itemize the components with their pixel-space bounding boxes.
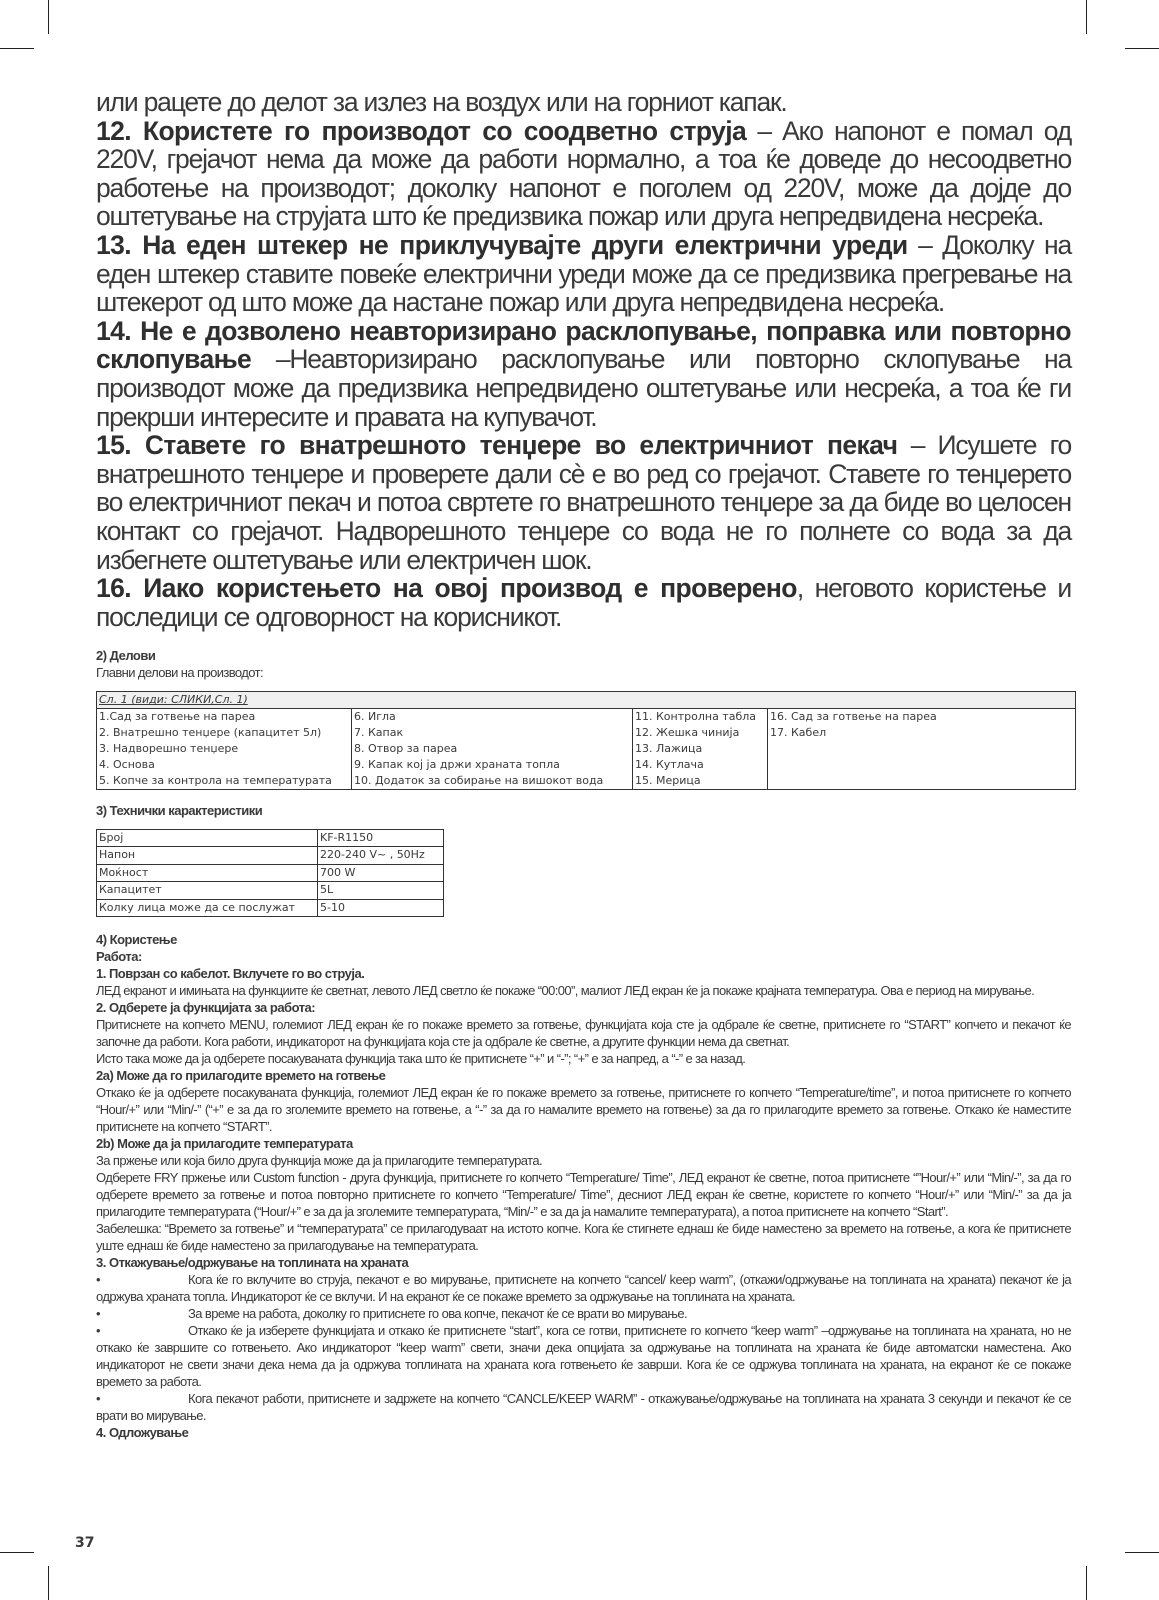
parts-column-2 xyxy=(352,708,633,789)
specs-section xyxy=(96,802,1071,918)
parts-heading: 2) Делови xyxy=(96,648,156,664)
item-title: . На еден штекер не приклучувајте други електрични уреди xyxy=(124,229,908,260)
part-item: 2. Внатрешно тенџере (капацитет 5л) xyxy=(99,725,322,739)
spec-value: 5L xyxy=(318,882,444,900)
specs-heading: 3) Технички карактеристики xyxy=(96,802,263,818)
item-text: – Ако напонот е помал од 220V, грејачот нема да може да работи нормално, а тоа ќе доведе до несоодветно работење на производот; доколку напонот е поголем од 220V, може да дојде до оштетување на струјата што ќе предизвика пожар или друга непредвидена несреќа. xyxy=(96,115,1071,232)
part-item: 8. Отвор за пареа xyxy=(354,741,458,755)
safety-instructions xyxy=(96,88,1071,631)
item-title: . Ставете го внатрешното тенџере во електричниот пекач xyxy=(124,430,898,461)
part-item: 14. Кутлача xyxy=(635,757,704,771)
item-number: 16 xyxy=(96,573,125,604)
bullet-text: Кога пекачот работи, притиснете и задржете на копчето “CANCLE/KEEP WARM” - откажување/одржување на топлината на храната 3 секунди и пекачот ќе се врати во мирување. xyxy=(96,1391,1071,1424)
part-item: 15. Мерица xyxy=(635,773,701,787)
bullet-icon: • xyxy=(96,1323,100,1339)
crop-mark xyxy=(1125,48,1159,49)
item-15 xyxy=(96,431,1071,574)
parts-subheading: Главни делови на производот: xyxy=(96,665,263,681)
item-number: 14 xyxy=(96,315,125,346)
spec-row xyxy=(97,864,444,882)
part-item: 11. Контролна табла xyxy=(635,709,757,723)
part-item: 1.Сад за готвење на пареа xyxy=(99,709,256,723)
usage-section xyxy=(96,931,1071,1441)
bullet-text: За време на работа, доколку го притиснете го ова копче, пекачот ќе се врати во мирување. xyxy=(188,1306,687,1322)
step-2b-note: Забелешка: “Времето за готвење” и “температурата” се прилагодуваат на истото копче. Кога ќе стигнете еднаш ќе биде наместено за времето на готвење, а кога ќе притиснете уште еднаш ќе биде наместено за прилагодување на температурата. xyxy=(96,1221,1071,1254)
spec-label: Број xyxy=(97,829,318,847)
item-13 xyxy=(96,231,1071,317)
spec-label: Напон xyxy=(97,847,318,865)
bullet-icon: • xyxy=(96,1306,100,1322)
parts-column-3 xyxy=(633,708,768,789)
item-16 xyxy=(96,574,1071,631)
spec-row xyxy=(97,829,444,847)
parts-column-4 xyxy=(768,708,1076,789)
crop-mark xyxy=(0,48,34,49)
part-item: 9. Капак кој ја држи храната топла xyxy=(354,757,560,771)
spec-value: 700 W xyxy=(318,864,444,882)
item-number: 15 xyxy=(96,430,125,461)
part-item: 16. Сад за готвење на пареа xyxy=(770,709,937,723)
parts-column-1 xyxy=(97,708,352,789)
item-title: . Иако користењето на овој производ е проверено xyxy=(124,573,797,604)
item-number: 12 xyxy=(96,115,125,146)
crop-mark xyxy=(1086,0,1087,34)
part-item: 3. Надворешно тенџере xyxy=(99,741,239,755)
step-2-heading: 2. Одберете ја функцијата за работа: xyxy=(96,1000,316,1016)
crop-mark xyxy=(1086,1566,1087,1600)
intro-line: или рацете до делот за излез на воздух или на горниот капак. xyxy=(96,87,787,117)
crop-mark xyxy=(1125,1552,1159,1553)
part-item: 4. Основа xyxy=(99,757,155,771)
parts-section xyxy=(96,647,1071,790)
item-14 xyxy=(96,317,1071,431)
crop-mark xyxy=(48,0,49,34)
spec-row xyxy=(97,882,444,900)
bullet-item xyxy=(96,1305,1071,1322)
part-item: 13. Лажица xyxy=(635,741,703,755)
crop-mark xyxy=(48,1566,49,1600)
spec-label: Капацитет xyxy=(97,882,318,900)
step-2-text-extra: Исто така може да ја одберете посакуваната функција така што ќе притиснете “+” и “-”; “+” е за напред, а “-” е за назад. xyxy=(96,1051,746,1067)
spec-value: 220-240 V~ , 50Hz xyxy=(318,847,444,865)
spec-value: 5-10 xyxy=(318,899,444,917)
bullet-text: Откако ќе ја изберете функцијата и откако ќе притиснете “start”, кога се готви, притиснете го копчето “keep warm” –одржување на топлината на храната, но не откако ќе завршите со готвењето. Ако индикаторот “keep warm” свети, значи дека опцијата за одржување на топлината на храната ќе биде автоматски наместена. Ако индикаторот не свети значи дека нема да ја одржува топлината на храната кога готвењето ќе заврши. Кога ќе се одржува топлината на храната, на екранот ќе се покаже времето за работа. xyxy=(96,1323,1071,1390)
page-content xyxy=(96,88,1071,1441)
item-text: – Доколку на еден штекер ставите повеќе електрични уреди може да се предизвика прегревање на штекерот од што може да настане пожар или друга непредвидена несреќа. xyxy=(96,229,1071,318)
item-text: –Неавторизирано расклопување или повторно склопување на производот може да предизвика непредвидено оштетување или несреќа, а тоа ќе ги прекрши интересите и правата на купувачот. xyxy=(96,344,1071,432)
step-1-text: ЛЕД екранот и имињата на функциите ќе светнат, левото ЛЕД светло ќе покаже “00:00”, малиот ЛЕД екран ќе ја покаже крајната температура. Ова е период на мирување. xyxy=(96,983,1035,999)
spec-row xyxy=(97,899,444,917)
item-text: – Исушете го внатрешното тенџере и проверете дали сè е во ред со грејачот. Ставете го тенџерето во електричниот пекач и потоа свртете го внатрешното тенџере за да биде во целосен контакт со грејачот. Надворешното тенџере со вода не го полнете со вода за да избегнете оштетување или електричен шок. xyxy=(96,430,1071,575)
step-2b-text: За пржење или која било друга функција може да ја прилагодите температурата. xyxy=(96,1153,542,1169)
spec-label: Колку лица може да се послужат xyxy=(97,899,318,917)
item-title: . Користете го производот со соодветно струја xyxy=(124,115,747,146)
parts-caption: Сл. 1 (види: СЛИКИ,Сл. 1) xyxy=(97,692,1076,709)
usage-heading: 4) Користење xyxy=(96,932,177,948)
item-12 xyxy=(96,117,1071,231)
step-2b-text: Одберете FRY пржење или Custom function - друга функција, притиснете го копчето “Temperature/ Time”, ЛЕД екранот ќе светне, потоа притиснете “”Hour/+” или “Min/-”, за да го одберете времето за готвење и потоа повторно притиснете го копчето “Temperature/ Time”, десниот ЛЕД екран ќе светне, користете го копчето “Hour/+” или “Min/-” за да ја прилагодите температурата (“Hour/+” е за да ја зголемите температурата, “Min/-” е за да ја намалите температурата), а потоа притиснете на копчето “Start”. xyxy=(96,1170,1071,1220)
bullet-item xyxy=(96,1322,1071,1390)
spec-label: Моќност xyxy=(97,864,318,882)
part-item: 17. Кабел xyxy=(770,725,827,739)
step-2a-heading: 2а) Може да го прилагодите времето на готвење xyxy=(96,1068,386,1084)
step-1-heading: 1. Поврзан со кабелот. Вклучете го во струја. xyxy=(96,966,365,982)
item-text: , неговото користење и последици се одговорност на корисникот. xyxy=(96,573,1072,632)
bullet-item xyxy=(96,1271,1071,1305)
step-4-heading: 4. Одложување xyxy=(96,1425,189,1441)
bullet-text: Кога ќе го вклучите во струја, пекачот е во мирување, притиснете на копчето “cancel/ keep warm”, (откажи/одржување на топлината на храната) пекачот ќе ја одржува храната топла. Индикаторот ќе се вклучи. И на екранот ќе се покаже времето за одржување на топлината на храната. xyxy=(96,1272,1071,1305)
item-title: . Не е дозволено неавторизирано расклопување, поправка или повторно склопување xyxy=(96,315,1071,375)
specs-table xyxy=(96,829,444,918)
spec-value: KF-R1150 xyxy=(318,829,444,847)
item-number: 13 xyxy=(96,229,125,260)
step-3-heading: 3. Откажување/одржување на топлината на храната xyxy=(96,1255,409,1271)
parts-table xyxy=(96,691,1076,790)
spec-row xyxy=(97,847,444,865)
bullet-icon: • xyxy=(96,1272,100,1288)
crop-mark xyxy=(0,1552,34,1553)
page-number: 37 xyxy=(75,1535,95,1551)
bullet-item xyxy=(96,1390,1071,1424)
usage-subheading: Работа: xyxy=(96,949,142,965)
step-2a-text: Откако ќе ја одберете посакуваната функција, големиот ЛЕД екран ќе го покаже времето за готвење, притиснете го копчето “Temperature/time”, и потоа притиснете го копчето “Hour/+” или “Min/-” (“+” е за да го зголемите времето на готвење, а “-” за да го намалите времето на готвење) за да го прилагодите времето за готвење. Откако ќе наместите притиснете на копчето “START”. xyxy=(96,1085,1071,1135)
part-item: 6. Игла xyxy=(354,709,396,723)
part-item: 5. Копче за контрола на температурата xyxy=(99,773,332,787)
part-item: 10. Додаток за собирање на вишокот вода xyxy=(354,773,604,787)
step-2-text: Притиснете на копчето MENU, големиот ЛЕД екран ќе го покаже времето за готвење, функцијата која сте ја одбрале ќе светне, притиснете го “START” копчето и пекачот ќе започне да работи. Кога работи, индикаторот на функцијата која сте ја одбрале ќе светне, а другите функции нема да светнат. xyxy=(96,1017,1071,1050)
step-2b-heading: 2b) Може да ја прилагодите температурата xyxy=(96,1136,353,1152)
part-item: 12. Жешка чинија xyxy=(635,725,740,739)
bullet-icon: • xyxy=(96,1391,100,1407)
part-item: 7. Капак xyxy=(354,725,404,739)
